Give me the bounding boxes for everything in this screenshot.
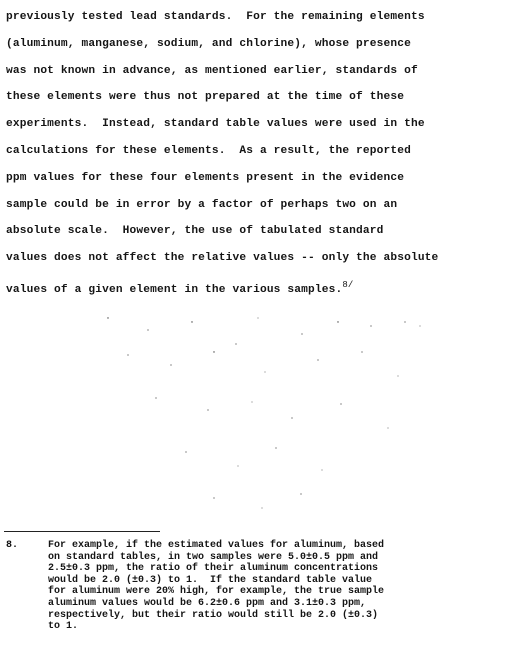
body-line: calculations for these elements. As a result, the reported <box>6 144 411 157</box>
footnote-line: for aluminum were 20% high, for example, the true sample <box>48 586 385 598</box>
footnote-line: on standard tables, in two samples were 5.0±0.5 ppm and <box>48 551 379 563</box>
body-line: previously tested lead standards. For the remaining elements <box>6 11 425 23</box>
body-line: (aluminum, manganese, sodium, and chlorine), whose presence <box>6 37 411 50</box>
footnote-divider <box>4 531 160 532</box>
body-line: values does not affect the relative values -- only the absolute <box>6 252 439 265</box>
body-line-text: values of a given element in the various samples. <box>6 283 343 296</box>
footnote-marker: 8. <box>6 540 19 551</box>
body-line: absolute scale. However, the use of tabulated standard <box>6 225 384 238</box>
body-paragraph <box>6 4 508 299</box>
footnote-line: respectively, but their ratio would still be 2.0 (±0.3) <box>48 609 379 621</box>
footnote-line: to 1. <box>48 621 79 633</box>
footnote-line: For example, if the estimated values for aluminum, based <box>48 540 385 551</box>
footnote-line: aluminum values would be 6.2±0.6 ppm and 3.1±0.3 ppm, <box>48 597 367 609</box>
footnote-text <box>48 540 508 633</box>
body-line: these elements were thus not prepared at the time of these <box>6 91 405 104</box>
footnote-line: would be 2.0 (±0.3) to 1. If the standard table value <box>48 574 373 586</box>
body-line-last <box>6 272 508 299</box>
body-line: ppm values for these four elements present in the evidence <box>6 171 405 184</box>
footnote-reference: 8/ <box>342 279 354 290</box>
body-line: experiments. Instead, standard table values were used in the <box>6 118 425 131</box>
body-line: sample could be in error by a factor of perhaps two on an <box>6 198 398 211</box>
footnote-line: 2.5±0.3 ppm, the ratio of their aluminum concentrations <box>48 563 379 575</box>
body-line: was not known in advance, as mentioned earlier, standards of <box>6 64 418 77</box>
